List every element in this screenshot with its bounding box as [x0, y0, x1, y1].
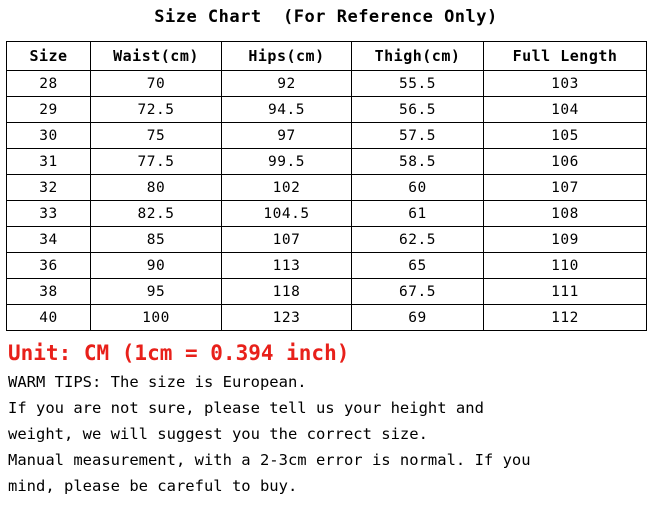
size-table-container — [0, 41, 652, 331]
column-header-hips: Hips(cm) — [222, 42, 352, 71]
cell-hips: 104.5 — [222, 201, 352, 227]
cell-size: 40 — [7, 305, 91, 331]
table-row — [7, 279, 647, 305]
cell-hips: 123 — [222, 305, 352, 331]
cell-full-length: 111 — [484, 279, 647, 305]
warm-tips — [0, 367, 652, 499]
cell-full-length: 103 — [484, 71, 647, 97]
cell-thigh: 67.5 — [352, 279, 484, 305]
cell-hips: 94.5 — [222, 97, 352, 123]
cell-hips: 113 — [222, 253, 352, 279]
cell-waist: 77.5 — [91, 149, 222, 175]
cell-full-length: 110 — [484, 253, 647, 279]
cell-thigh: 60 — [352, 175, 484, 201]
tip-line: WARM TIPS: The size is European. — [8, 373, 307, 391]
cell-hips: 97 — [222, 123, 352, 149]
cell-full-length: 105 — [484, 123, 647, 149]
table-row — [7, 227, 647, 253]
cell-full-length: 107 — [484, 175, 647, 201]
cell-thigh: 69 — [352, 305, 484, 331]
table-row — [7, 123, 647, 149]
table-row — [7, 175, 647, 201]
tip-line: Manual measurement, with a 2-3cm error is normal. If you — [8, 451, 531, 469]
cell-hips: 118 — [222, 279, 352, 305]
cell-thigh: 55.5 — [352, 71, 484, 97]
cell-waist: 75 — [91, 123, 222, 149]
cell-hips: 107 — [222, 227, 352, 253]
cell-full-length: 112 — [484, 305, 647, 331]
cell-waist: 95 — [91, 279, 222, 305]
cell-waist: 85 — [91, 227, 222, 253]
cell-thigh: 57.5 — [352, 123, 484, 149]
cell-waist: 72.5 — [91, 97, 222, 123]
cell-waist: 90 — [91, 253, 222, 279]
cell-hips: 102 — [222, 175, 352, 201]
cell-thigh: 62.5 — [352, 227, 484, 253]
cell-full-length: 106 — [484, 149, 647, 175]
table-row — [7, 71, 647, 97]
cell-hips: 92 — [222, 71, 352, 97]
cell-thigh: 58.5 — [352, 149, 484, 175]
tip-line: weight, we will suggest you the correct size. — [8, 425, 428, 443]
table-row — [7, 305, 647, 331]
column-header-thigh: Thigh(cm) — [352, 42, 484, 71]
cell-size: 38 — [7, 279, 91, 305]
table-row — [7, 253, 647, 279]
cell-full-length: 104 — [484, 97, 647, 123]
table-header-row — [7, 42, 647, 71]
tip-line: If you are not sure, please tell us your height and — [8, 399, 484, 417]
cell-waist: 70 — [91, 71, 222, 97]
cell-size: 33 — [7, 201, 91, 227]
cell-size: 30 — [7, 123, 91, 149]
cell-waist: 82.5 — [91, 201, 222, 227]
cell-hips: 99.5 — [222, 149, 352, 175]
cell-size: 31 — [7, 149, 91, 175]
column-header-size: Size — [7, 42, 91, 71]
cell-thigh: 65 — [352, 253, 484, 279]
cell-size: 32 — [7, 175, 91, 201]
cell-thigh: 56.5 — [352, 97, 484, 123]
unit-note: Unit: CM (1cm = 0.394 inch) — [8, 341, 350, 365]
cell-size: 36 — [7, 253, 91, 279]
cell-waist: 80 — [91, 175, 222, 201]
table-row — [7, 149, 647, 175]
cell-size: 29 — [7, 97, 91, 123]
column-header-waist: Waist(cm) — [91, 42, 222, 71]
cell-full-length: 109 — [484, 227, 647, 253]
tip-line: mind, please be careful to buy. — [8, 477, 298, 495]
cell-size: 34 — [7, 227, 91, 253]
cell-waist: 100 — [91, 305, 222, 331]
cell-full-length: 108 — [484, 201, 647, 227]
table-row — [7, 97, 647, 123]
cell-size: 28 — [7, 71, 91, 97]
page-title: Size Chart (For Reference Only) — [154, 7, 498, 27]
column-header-full-length: Full Length — [484, 42, 647, 71]
table-row — [7, 201, 647, 227]
size-chart-table — [6, 41, 647, 331]
cell-thigh: 61 — [352, 201, 484, 227]
